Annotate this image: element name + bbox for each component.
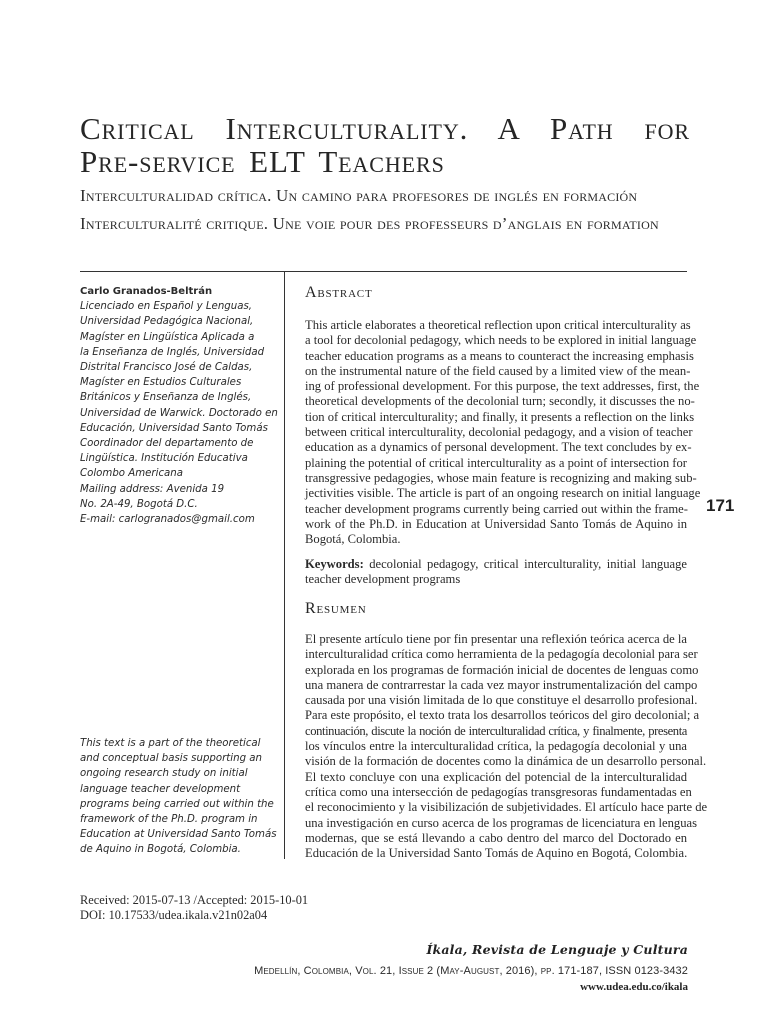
abstract-line: teacher education programs as a means to counteract the increasing emphasis xyxy=(305,348,694,363)
note-line: Education at Universidad Santo Tomás xyxy=(80,829,277,841)
resumen-line: una investigación en curso acerca de los programas de licenciatura en lenguas xyxy=(305,815,697,830)
abstract-line: transgressive pedagogies, whose main feature is recognizing and making sub- xyxy=(305,470,697,485)
resumen-line: el reconocimiento y la visibilización de subjetividades. El artículo hace parte de xyxy=(305,800,708,815)
resumen-line: causada por una visión limitada de lo que constituye el desarrollo profesional. xyxy=(305,693,698,708)
abstract-line: tion of critical interculturality; and finally, it presents a reflection on the links xyxy=(305,409,695,424)
abstract-line: ing of professional development. For this purpose, the text addresses, first, the xyxy=(305,379,700,394)
author-line: Colombo Americana xyxy=(80,468,183,480)
note-line: and conceptual basis supporting an xyxy=(80,753,262,765)
article-dates xyxy=(80,893,308,923)
journal-url: www.udea.edu.co/ikala xyxy=(580,981,688,993)
spanish-title: Interculturalidad crítica. Un camino para profesores de inglés en formación xyxy=(80,186,638,205)
doi: DOI: 10.17533/udea.ikala.v21n02a04 xyxy=(80,908,268,922)
resumen-body xyxy=(305,632,708,861)
resumen-line: una manera de contrarrestar la cada vez mayor instrumentalización del campo xyxy=(305,677,698,692)
resumen-line: los vínculos entre la interculturalidad crítica, la pedagogía decolonial y una xyxy=(305,739,687,754)
keywords-list: decolonial pedagogy, critical interculturality, initial language xyxy=(369,557,687,571)
keywords xyxy=(305,557,687,588)
keywords-list: teacher development programs xyxy=(305,572,461,587)
header-divider xyxy=(80,271,687,272)
abstract-line: on the instrumental nature of the field caused by a limited view of the mean- xyxy=(305,363,691,378)
abstract-line: work of the Ph.D. in Education at Universidad Santo Tomás de Aquino in xyxy=(305,516,687,531)
abstract-heading: Abstract xyxy=(305,284,373,301)
author-line: Distrital Francisco José de Caldas, xyxy=(80,362,253,374)
note-line: ongoing research study on initial xyxy=(80,768,248,780)
resumen-line: Educación de la Universidad Santo Tomás de Aquino en Bogotá, Colombia. xyxy=(305,846,688,861)
resumen-line: interculturalidad crítica como herramienta de la pedagogía decolonial para ser xyxy=(305,647,698,662)
abstract-line: education as a dynamics of personal development. The text concludes by ex- xyxy=(305,440,692,455)
resumen-line: El presente artículo tiene por fin presentar una reflexión teórica acerca de la xyxy=(305,632,687,646)
received-accepted-dates: Received: 2015-07-13 /Accepted: 2015-10-01 xyxy=(80,893,309,907)
author-line: Universidad de Warwick. Doctorado en xyxy=(80,407,278,419)
author-info xyxy=(80,284,280,527)
abstract-line: between critical interculturality, decolonial pedagogy, and a vision of teacher xyxy=(305,425,693,440)
author-mailing-address: Mailing address: Avenida 19 xyxy=(80,483,225,495)
resumen-line: modernas, que se está llevando a cabo dentro del marco del Doctorado en xyxy=(305,830,687,845)
author-line: Magíster en Lingüística Aplicada a xyxy=(80,331,255,343)
journal-citation: Medellín, Colombia, Vol. 21, Issue 2 (May-August, 2016), pp. 171-187, ISSN 0123-3432 xyxy=(254,965,688,977)
resumen-line: visión de la formación de docentes como la dinámica de un desarrollo personal. xyxy=(305,754,707,769)
note-line: This text is a part of the theoretical xyxy=(80,738,261,749)
page-number: 171 xyxy=(706,496,735,515)
author-line: Universidad Pedagógica Nacional, xyxy=(80,316,254,328)
abstract-line: teacher development programs currently being carried out within the frame- xyxy=(305,501,688,516)
author-line: Británicos y Enseñanza de Inglés, xyxy=(80,392,252,404)
resumen-line: crítica como una intersección de pedagogías transgresoras fundamentadas en xyxy=(305,784,692,799)
resumen-line: continuación, discute la noción de interculturalidad crítica, y finalmente, presenta xyxy=(305,723,687,738)
abstract-line: jectivities visible. The article is part of an ongoing research on initial language xyxy=(305,486,701,501)
author-line: Educación, Universidad Santo Tomás xyxy=(80,422,268,434)
abstract-body xyxy=(305,318,701,547)
keywords-label: Keywords: xyxy=(305,557,364,571)
note-line: language teacher development xyxy=(80,783,241,795)
resumen-heading: Resumen xyxy=(305,600,367,617)
resumen-line: explorada en los programas de formación inicial de docentes de lenguas como xyxy=(305,662,699,677)
abstract-line: theoretical developments of the decolonial turn; secondly, it discusses the no- xyxy=(305,394,695,409)
french-title: Interculturalité critique. Une voie pour des professeurs d’anglais en formation xyxy=(80,214,659,233)
author-email: E-mail: carlogranados@gmail.com xyxy=(80,514,255,526)
note-line: programs being carried out within the xyxy=(80,798,274,810)
author-line: Coordinador del departamento de xyxy=(80,438,254,450)
abstract-line: plaining the potential of critical interculturality as a point of intersection for xyxy=(305,455,687,470)
author-name: Carlo Granados-Beltrán xyxy=(80,286,213,297)
abstract-line: a tool for decolonial pedagogy, which needs to be explored in initial language xyxy=(305,333,697,348)
resumen-line: El texto concluye con una explicación del potencial de la interculturalidad xyxy=(305,769,687,784)
author-mailing-address: No. 2A-49, Bogotá D.C. xyxy=(80,498,198,510)
article-title: Critical Interculturality. A Path for Pre-service ELT Teachers xyxy=(80,111,690,179)
author-line: Magíster en Estudios Culturales xyxy=(80,377,242,389)
research-note xyxy=(80,736,285,858)
resumen-line: Para este propósito, el texto trata los desarrollos teóricos del giro decolonial; a xyxy=(305,708,700,723)
abstract-line: Bogotá, Colombia. xyxy=(305,532,401,547)
journal-name: Íkala, Revista de Lenguaje y Cultura xyxy=(426,942,688,957)
author-line: la Enseñanza de Inglés, Universidad xyxy=(80,346,265,358)
note-line: framework of the Ph.D. program in xyxy=(80,814,258,826)
author-line: Lingüística. Institución Educativa xyxy=(80,453,248,465)
author-line: Licenciado en Español y Lenguas, xyxy=(80,301,252,313)
abstract-line: This article elaborates a theoretical reflection upon critical interculturality as xyxy=(305,318,691,332)
note-line: de Aquino in Bogotá, Colombia. xyxy=(80,844,241,856)
